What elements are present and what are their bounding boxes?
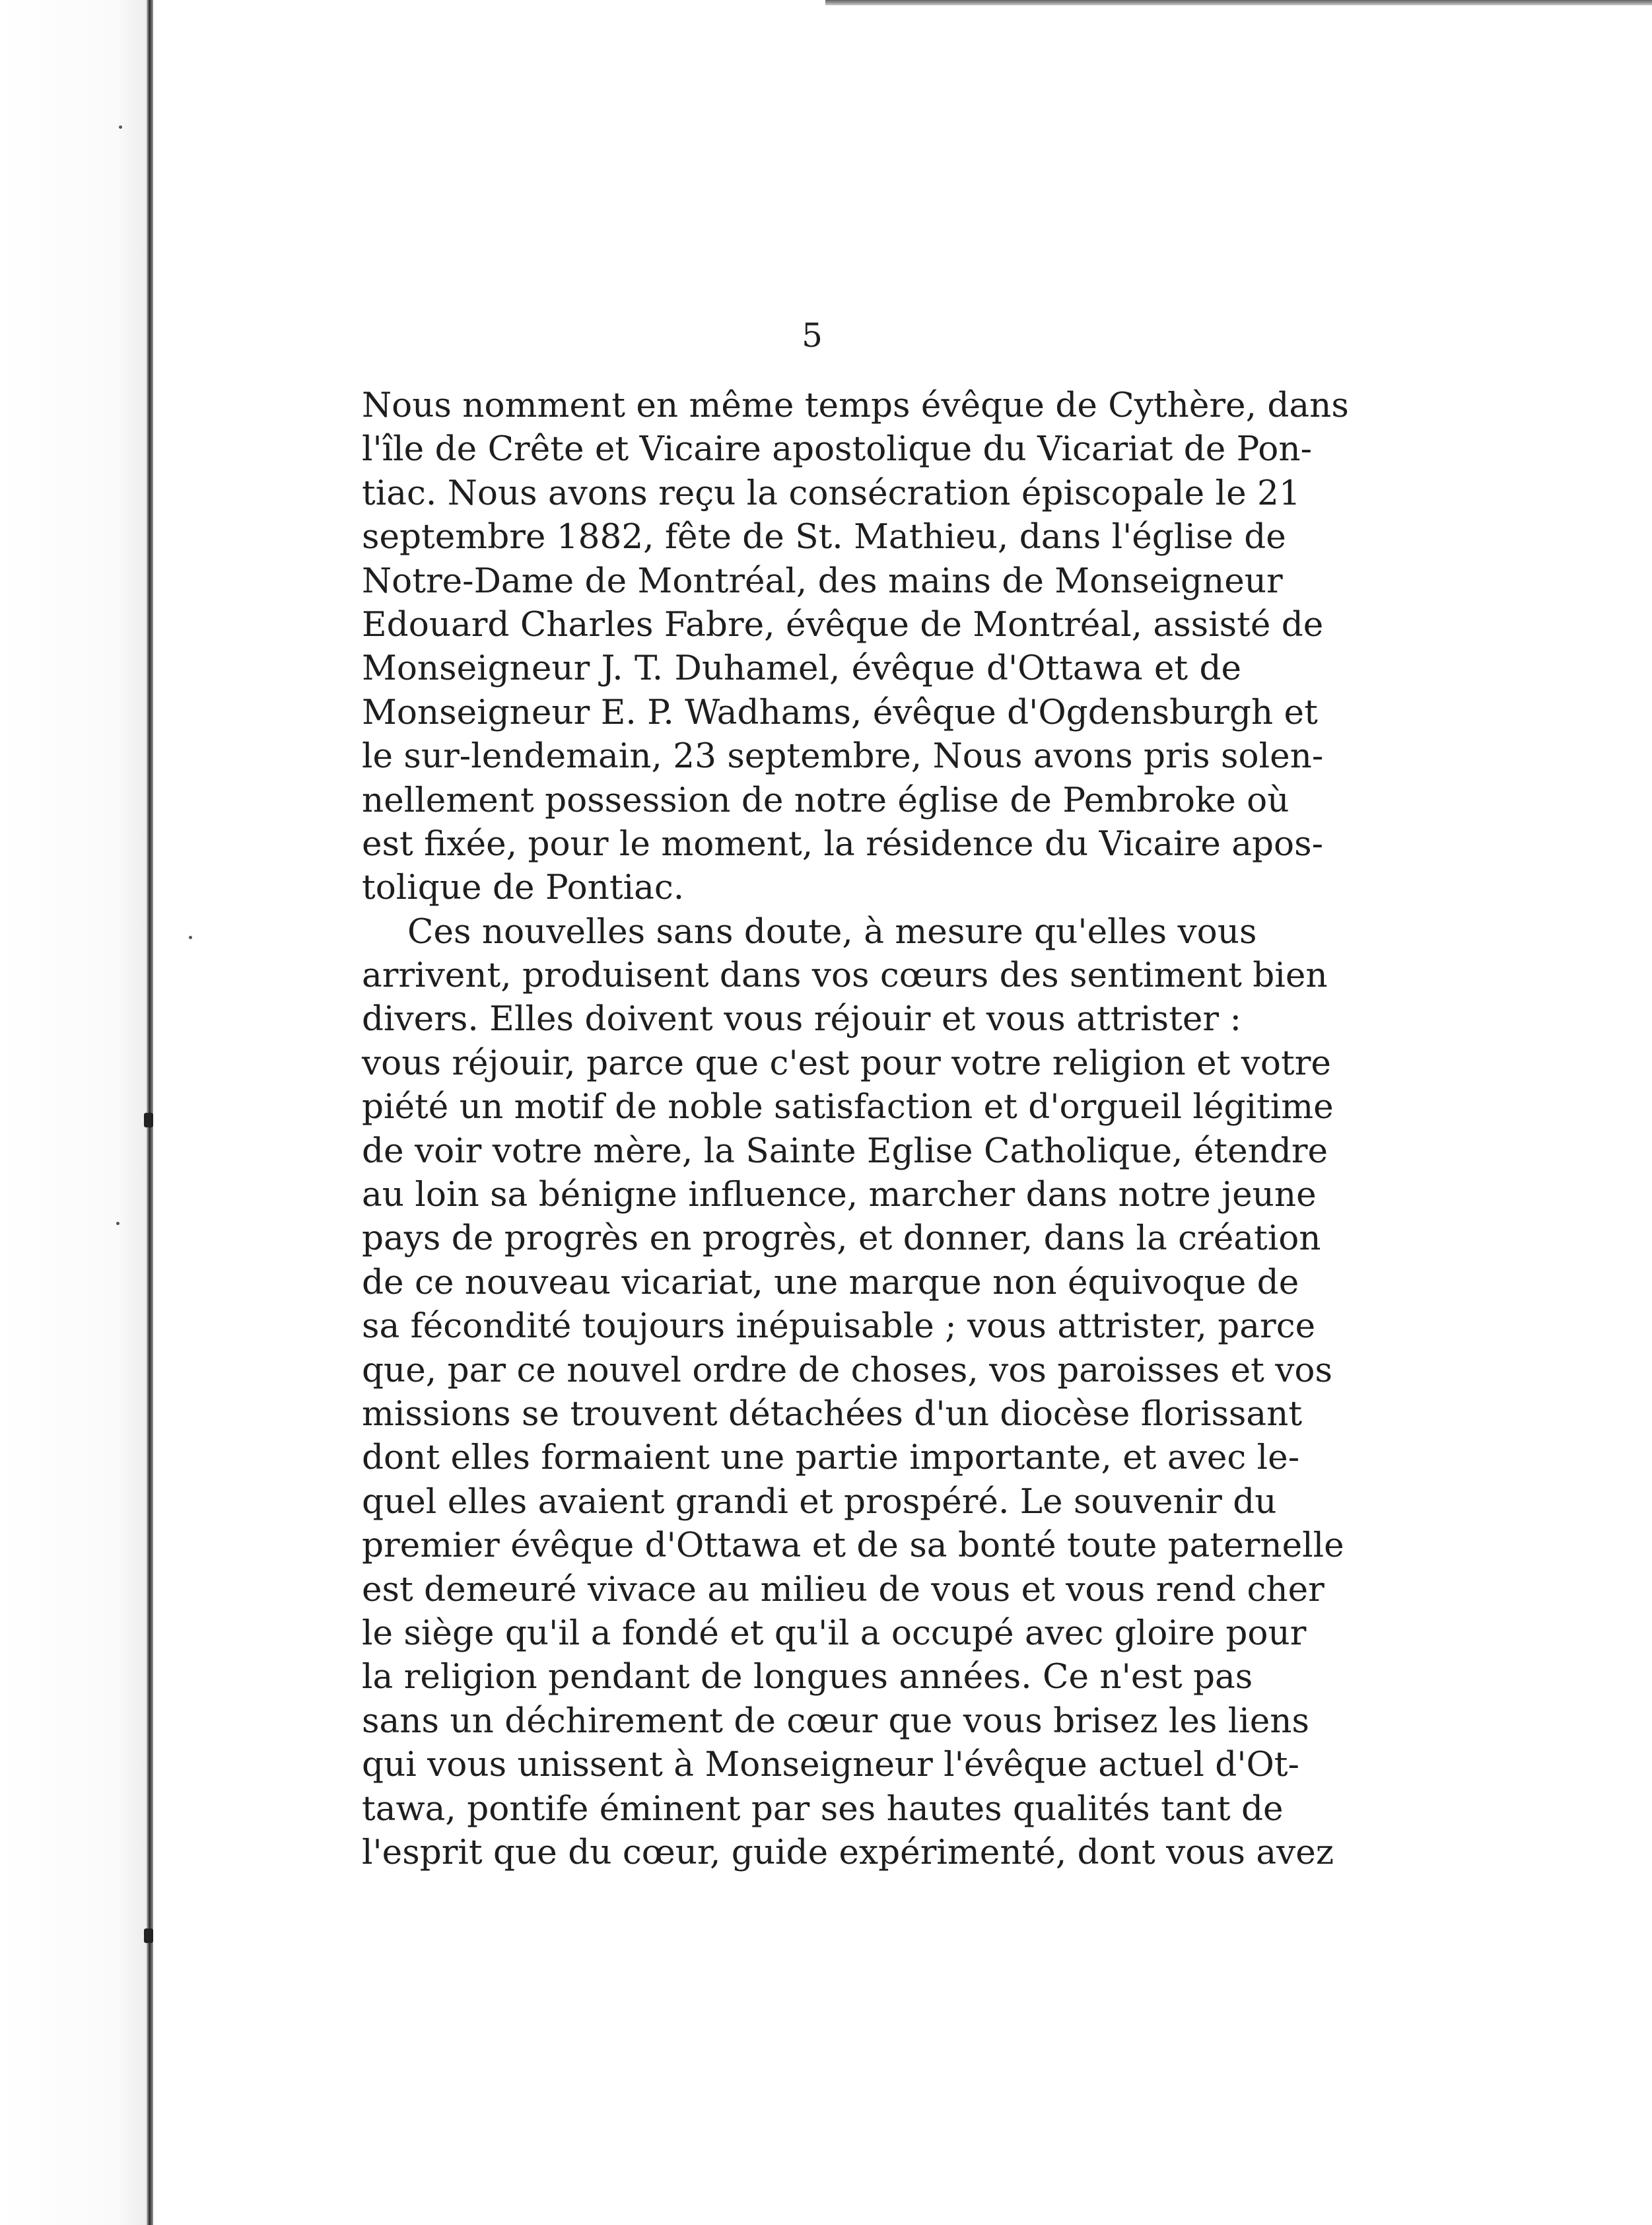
paragraph — [362, 910, 1344, 1875]
text-line: Notre-Dame de Montréal, des mains de Monseigneur — [362, 561, 1283, 601]
text-line: Ces nouvelles sans doute, à mesure qu'elles vous — [407, 911, 1257, 952]
text-line: Monseigneur E. P. Wadhams, évêque d'Ogdensburgh et — [362, 692, 1318, 732]
text-line: piété un motif de noble satisfaction et d'orgueil légitime — [362, 1087, 1334, 1127]
text-line: nellement possession de notre église de Pembroke où — [362, 780, 1290, 820]
text-line: de ce nouveau vicariat, une marque non équivoque de — [362, 1262, 1299, 1302]
text-line: divers. Elles doivent vous réjouir et vous attrister : — [362, 999, 1241, 1040]
text-line: l'île de Crête et Vicaire apostolique du Vicariat de Pon- — [362, 429, 1313, 470]
scan-speck — [189, 936, 192, 939]
text-line: premier évêque d'Ottawa et de sa bonté toute paternelle — [362, 1526, 1344, 1566]
text-line: de voir votre mère, la Sainte Eglise Catholique, étendre — [362, 1131, 1328, 1171]
scan-speck — [116, 1222, 120, 1225]
page-number: 5 — [802, 316, 823, 355]
text-line: missions se trouvent détachées d'un diocèse florissant — [362, 1394, 1303, 1434]
text-line: la religion pendant de longues années. Ce n'est pas — [362, 1657, 1253, 1697]
scan-top-edge — [825, 0, 1652, 5]
text-line: est fixée, pour le moment, la résidence du Vicaire apos- — [362, 824, 1324, 864]
binding-mark — [144, 1113, 153, 1127]
text-line: vous réjouir, parce que c'est pour votre religion et votre — [362, 1043, 1331, 1083]
binding-mark — [144, 1928, 153, 1943]
text-line: qui vous unissent à Monseigneur l'évêque actuel d'Ot- — [362, 1745, 1299, 1785]
text-line: tiac. Nous avons reçu la consécration épiscopale le 21 — [362, 473, 1301, 513]
paragraph — [362, 384, 1349, 910]
text-line: au loin sa bénigne influence, marcher dans notre jeune — [362, 1175, 1317, 1215]
scan-speck — [119, 125, 122, 129]
text-line: le sur-lendemain, 23 septembre, Nous avons pris solen- — [362, 736, 1324, 777]
text-line: pays de progrès en progrès, et donner, dans la création — [362, 1218, 1321, 1259]
text-line: quel elles avaient grandi et prospéré. Le souvenir du — [362, 1481, 1277, 1522]
text-line: sans un déchirement de cœur que vous brisez les liens — [362, 1701, 1310, 1741]
text-line: Nous nomment en même temps évêque de Cythère, dans — [362, 386, 1349, 425]
text-line: Monseigneur J. T. Duhamel, évêque d'Ottawa et de — [362, 649, 1241, 689]
text-line: tolique de Pontiac. — [362, 868, 685, 908]
text-line: arrivent, produisent dans vos cœurs des sentiment bien — [362, 956, 1328, 996]
text-line: que, par ce nouvel ordre de choses, vos paroisses et vos — [362, 1350, 1332, 1390]
body-text — [362, 384, 1349, 1874]
text-line: Edouard Charles Fabre, évêque de Montréal, assisté de — [362, 604, 1324, 645]
text-line: l'esprit que du cœur, guide expérimenté, dont vous avez — [362, 1832, 1334, 1872]
text-line: le siège qu'il a fondé et qu'il a occupé avec gloire pour — [362, 1613, 1307, 1653]
text-line: tawa, pontife éminent par ses hautes qualités tant de — [362, 1788, 1284, 1829]
text-line: dont elles formaient une partie importante, et avec le- — [362, 1438, 1300, 1478]
text-line: est demeuré vivace au milieu de vous et vous rend cher — [362, 1569, 1325, 1609]
text-line: sa fécondité toujours inépuisable ; vous attrister, parce — [362, 1306, 1316, 1347]
text-line: septembre 1882, fête de St. Mathieu, dans l'église de — [362, 517, 1286, 557]
